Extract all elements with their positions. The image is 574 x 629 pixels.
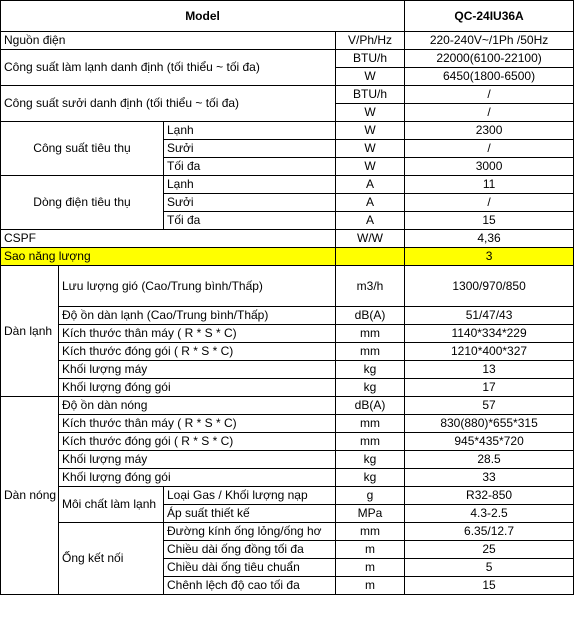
table-row [1, 325, 574, 343]
row-label: Công suất sưởi danh định (tối thiểu ~ tối đa) [1, 86, 336, 122]
unit-cell: mm [336, 343, 405, 361]
value-cell: 220-240V~/1Ph /50Hz [405, 32, 574, 50]
table-row [1, 397, 574, 415]
sub-label: Chênh lệch độ cao tối đa [164, 577, 336, 595]
value-cell: R32-850 [405, 487, 574, 505]
sub-label: Tối đa [164, 158, 336, 176]
value-cell: 15 [405, 577, 574, 595]
value-cell: 6.35/12.7 [405, 523, 574, 541]
unit-cell: mm [336, 415, 405, 433]
table-row [1, 176, 574, 194]
table-row [1, 523, 574, 541]
section-label: Dàn lạnh [1, 266, 59, 397]
unit-cell: mm [336, 523, 405, 541]
sub-label: Chiều dài ống đồng tối đa [164, 541, 336, 559]
sub-label: Loại Gas / Khối lượng nạp [164, 487, 336, 505]
unit-cell: mm [336, 433, 405, 451]
table-row [1, 415, 574, 433]
sub-label: Độ ồn dàn lạnh (Cao/Trung bình/Thấp) [59, 307, 336, 325]
value-cell: 830(880)*655*315 [405, 415, 574, 433]
table-row [1, 32, 574, 50]
value-cell: 51/47/43 [405, 307, 574, 325]
row-label: Công suất làm lạnh danh định (tối thiểu ~ tối đa) [1, 50, 336, 86]
unit-cell: A [336, 194, 405, 212]
unit-cell: dB(A) [336, 307, 405, 325]
value-cell: 4.3-2.5 [405, 505, 574, 523]
value-cell: 4,36 [405, 230, 574, 248]
row-label: CSPF [1, 230, 336, 248]
unit-cell: BTU/h [336, 50, 405, 68]
sub-label: Lưu lượng gió (Cao/Trung bình/Thấp) [59, 266, 336, 307]
value-cell: / [405, 194, 574, 212]
unit-cell: MPa [336, 505, 405, 523]
sub-label: Khối lượng đóng gói [59, 469, 336, 487]
sub-label: Chiều dài ống tiêu chuẩn [164, 559, 336, 577]
sub-label: Đường kính ống lỏng/ống hơ [164, 523, 336, 541]
sub-label: Khối lượng máy [59, 451, 336, 469]
unit-cell: m3/h [336, 266, 405, 307]
value-cell: 22000(6100-22100) [405, 50, 574, 68]
value-cell: 945*435*720 [405, 433, 574, 451]
sub-label: Kích thước thân máy ( R * S * C) [59, 415, 336, 433]
model-value: QC-24IU36A [405, 1, 574, 32]
sub-label: Kích thước thân máy ( R * S * C) [59, 325, 336, 343]
value-cell: 57 [405, 397, 574, 415]
value-cell: 1140*334*229 [405, 325, 574, 343]
value-cell: 1300/970/850 [405, 266, 574, 307]
value-cell: 25 [405, 541, 574, 559]
sub-label: Tối đa [164, 212, 336, 230]
sub-label: Lạnh [164, 176, 336, 194]
unit-cell: W [336, 158, 405, 176]
value-cell: 17 [405, 379, 574, 397]
value-cell: 6450(1800-6500) [405, 68, 574, 86]
sub-label: Khối lượng máy [59, 361, 336, 379]
unit-cell: W [336, 104, 405, 122]
table-row [1, 433, 574, 451]
unit-cell [336, 248, 405, 266]
value-cell: / [405, 140, 574, 158]
value-cell: / [405, 104, 574, 122]
unit-cell: kg [336, 451, 405, 469]
group-label: Môi chất làm lạnh [59, 487, 164, 523]
table-row [1, 266, 574, 307]
value-cell: 3000 [405, 158, 574, 176]
unit-cell: dB(A) [336, 397, 405, 415]
unit-cell: mm [336, 325, 405, 343]
section-label: Dàn nóng [1, 397, 59, 595]
value-cell: 33 [405, 469, 574, 487]
unit-cell: W/W [336, 230, 405, 248]
value-cell: 2300 [405, 122, 574, 140]
table-row [1, 86, 574, 104]
group-label: Công suất tiêu thụ [1, 122, 164, 176]
sub-label: Lạnh [164, 122, 336, 140]
table-row [1, 230, 574, 248]
unit-cell: kg [336, 469, 405, 487]
table-row [1, 50, 574, 68]
value-cell: 5 [405, 559, 574, 577]
sub-label: Sưởi [164, 140, 336, 158]
group-label: Ống kết nối [59, 523, 164, 595]
value-cell: 11 [405, 176, 574, 194]
row-label: Nguồn điện [1, 32, 336, 50]
unit-cell: V/Ph/Hz [336, 32, 405, 50]
table-row [1, 451, 574, 469]
sub-label: Kích thước đóng gói ( R * S * C) [59, 343, 336, 361]
table-row-highlighted [1, 248, 574, 266]
sub-label: Kích thước đóng gói ( R * S * C) [59, 433, 336, 451]
model-label: Model [1, 1, 405, 32]
value-cell: / [405, 86, 574, 104]
value-cell: 3 [405, 248, 574, 266]
unit-cell: A [336, 212, 405, 230]
sub-label: Độ ồn dàn nóng [59, 397, 336, 415]
sub-label: Khối lượng đóng gói [59, 379, 336, 397]
unit-cell: BTU/h [336, 86, 405, 104]
unit-cell: m [336, 559, 405, 577]
unit-cell: m [336, 577, 405, 595]
unit-cell: m [336, 541, 405, 559]
table-row [1, 361, 574, 379]
unit-cell: kg [336, 379, 405, 397]
model-row [1, 1, 574, 32]
row-label: Sao năng lượng [1, 248, 336, 266]
value-cell: 15 [405, 212, 574, 230]
value-cell: 1210*400*327 [405, 343, 574, 361]
table-row [1, 122, 574, 140]
value-cell: 13 [405, 361, 574, 379]
table-row [1, 379, 574, 397]
value-cell: 28.5 [405, 451, 574, 469]
unit-cell: A [336, 176, 405, 194]
unit-cell: g [336, 487, 405, 505]
group-label: Dòng điện tiêu thụ [1, 176, 164, 230]
table-row [1, 343, 574, 361]
unit-cell: W [336, 68, 405, 86]
unit-cell: W [336, 122, 405, 140]
unit-cell: kg [336, 361, 405, 379]
sub-label: Sưởi [164, 194, 336, 212]
unit-cell: W [336, 140, 405, 158]
table-row [1, 469, 574, 487]
table-row [1, 487, 574, 505]
sub-label: Áp suất thiết kế [164, 505, 336, 523]
table-row [1, 307, 574, 325]
